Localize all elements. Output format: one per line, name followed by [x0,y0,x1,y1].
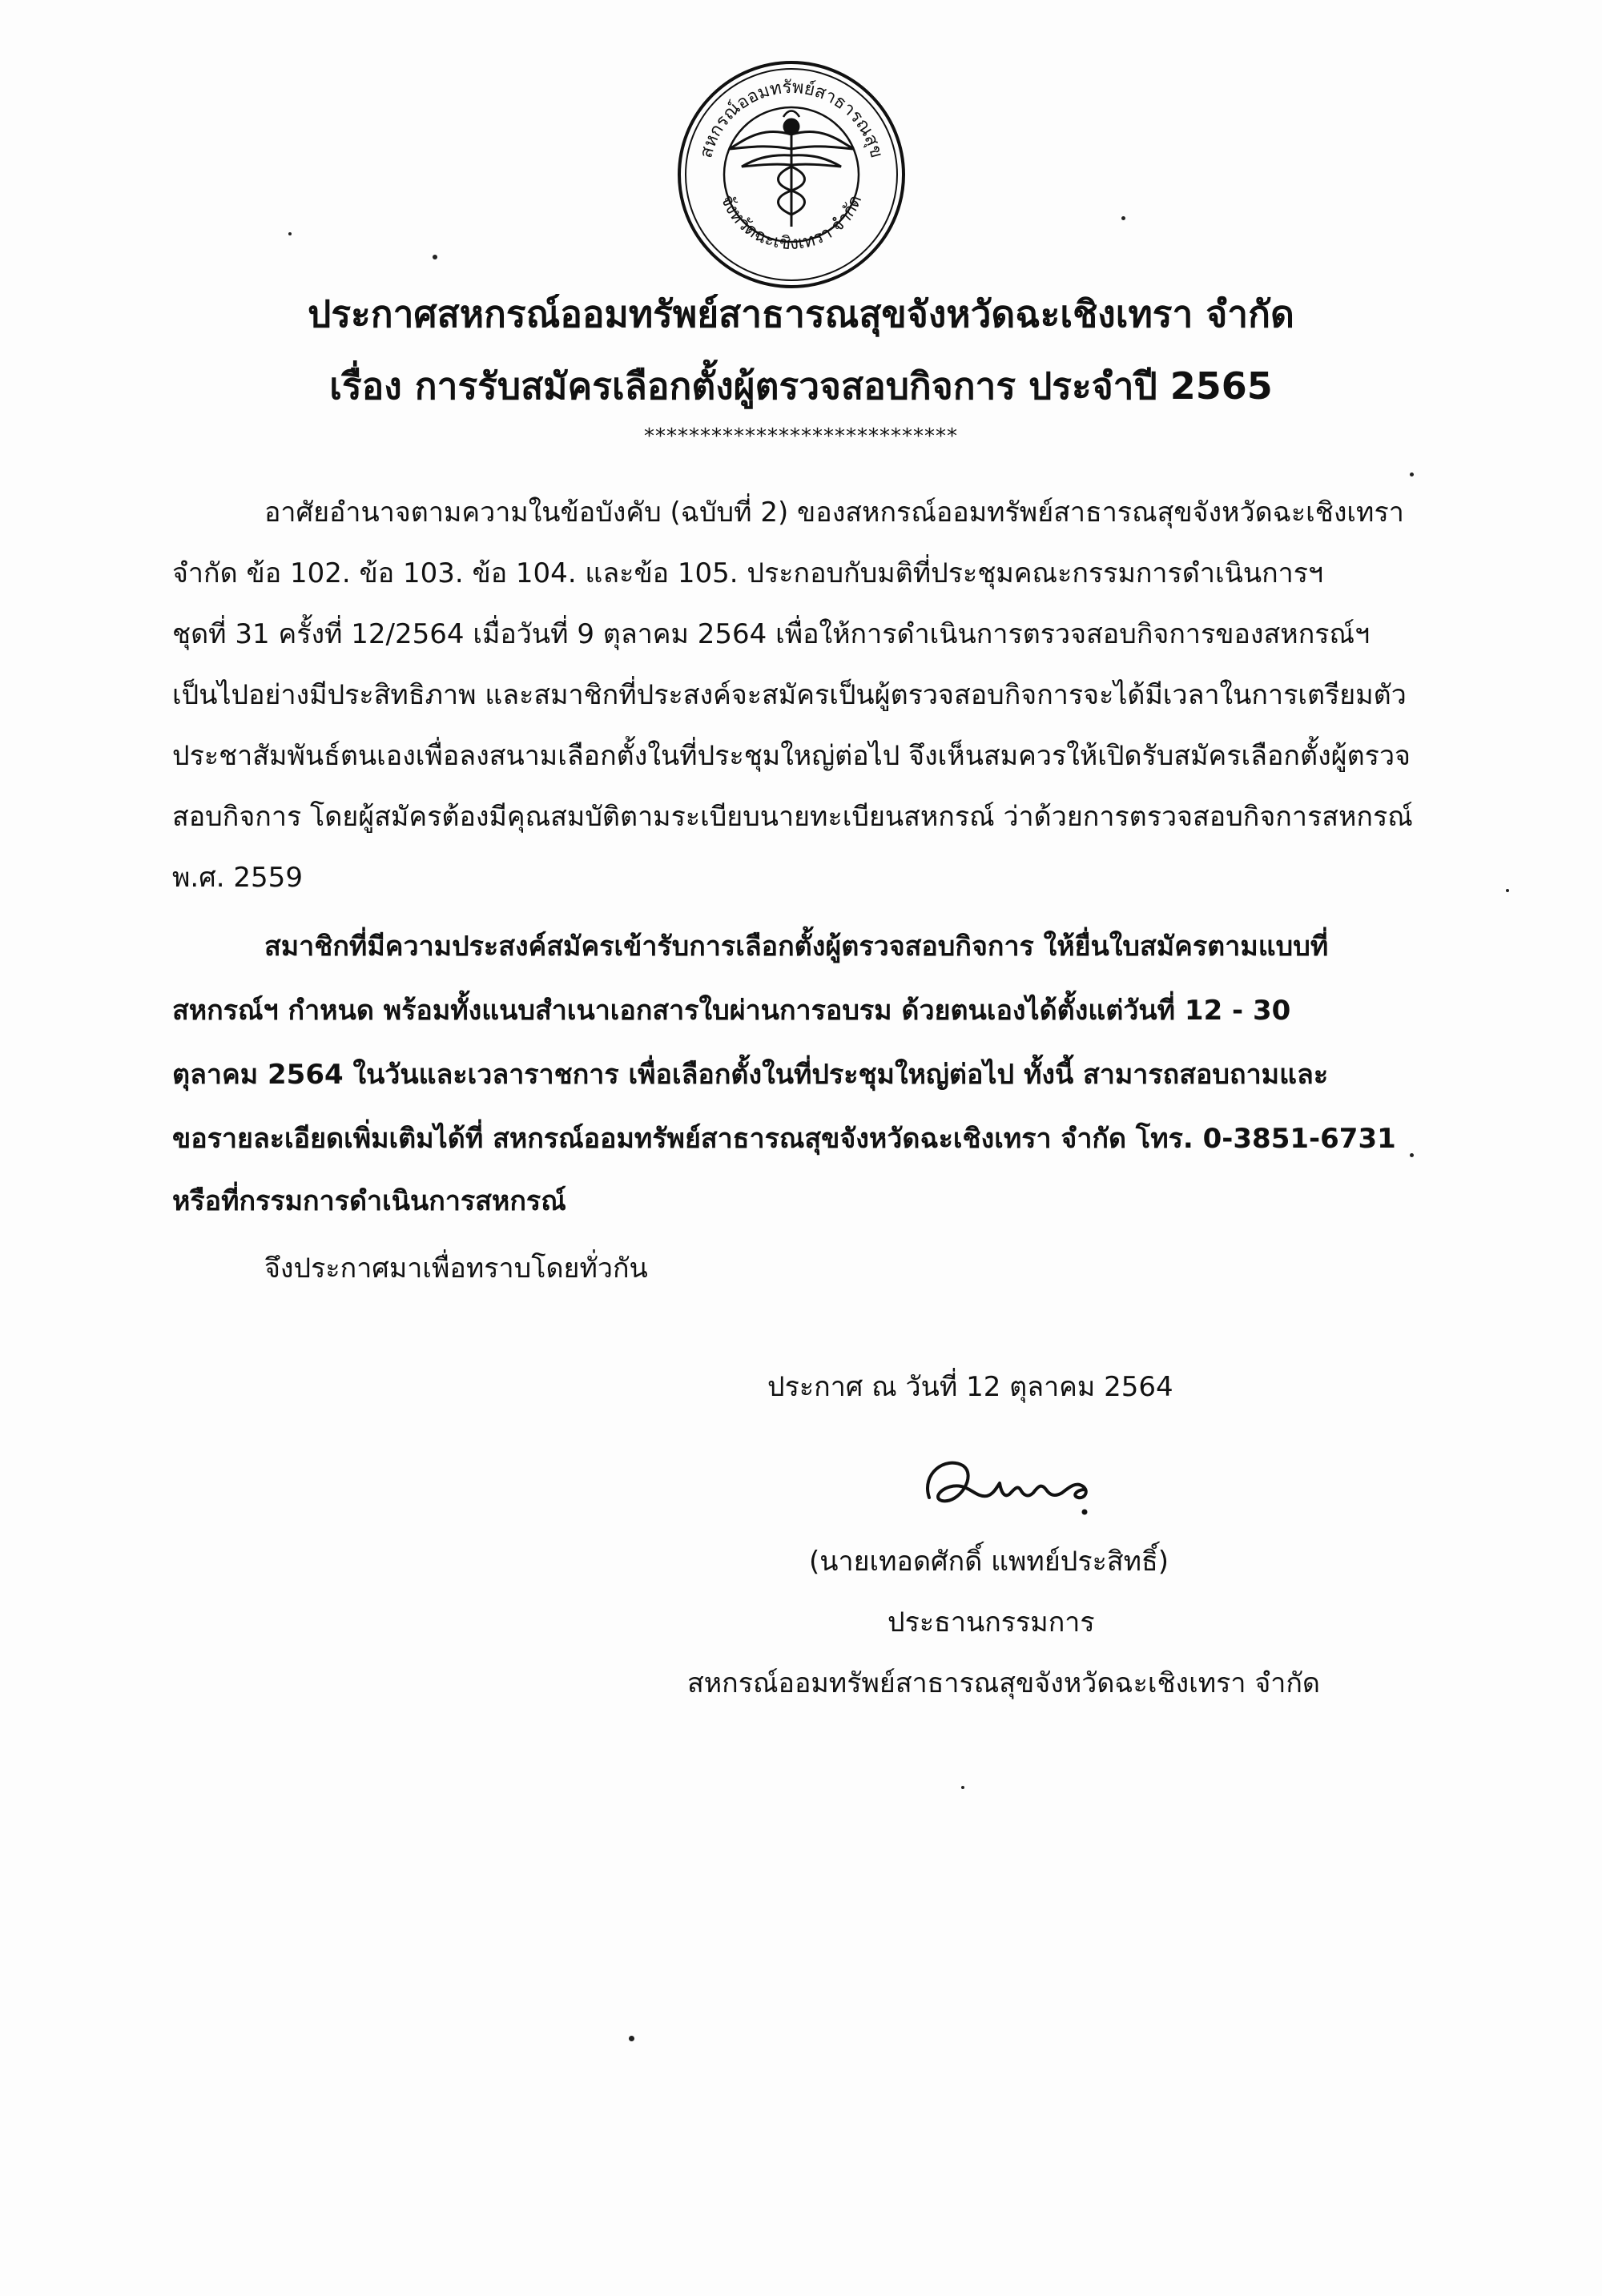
scan-speck [629,2036,634,2041]
scan-speck [1506,889,1509,892]
seal-bottom-text: จังหวัดฉะเชิงเทรา จำกัด [716,192,867,255]
scan-speck [1410,1153,1414,1157]
paragraph-line: ตุลาคม 2564 ในวันและเวลาราชการ เพื่อเลือกตั้งในที่ประชุมใหญ่ต่อไป ทั้งนี้ สามารถสอบถามและ [172,1059,1329,1091]
scan-speck [1121,216,1125,220]
separator-line: **************************** [644,424,958,448]
paragraph-line: อาศัยอำนาจตามความในข้อบังคับ (ฉบับที่ 2) ของสหกรณ์ออมทรัพย์สาธารณสุขจังหวัดฉะเชิงเทรา [264,497,1404,529]
seal-top-text: สหกรณ์ออมทรัพย์สาธารณสุข [696,77,887,161]
paragraph-line: สมาชิกที่มีความประสงค์สมัครเข้ารับการเลือกตั้งผู้ตรวจสอบกิจการ ให้ยื่นใบสมัครตามแบบที่ [264,931,1329,963]
paragraph-line: พ.ศ. 2559 [172,862,303,894]
paragraph-line: ชุดที่ 31 ครั้งที่ 12/2564 เมื่อวันที่ 9 ตุลาคม 2564 เพื่อให้การดำเนินการตรวจสอบกิจการของสหกรณ์ฯ [172,618,1371,650]
announcement-title: ประกาศสหกรณ์ออมทรัพย์สาธารณสุขจังหวัดฉะเชิงเทรา จำกัด [308,292,1294,336]
scan-speck [288,232,292,235]
paragraph-line: หรือที่กรรมการดำเนินการสหกรณ์ [172,1185,566,1217]
cooperative-seal-logo [671,54,912,295]
signatory-name: (นายเทอดศักดิ์ แพทย์ประสิทธิ์) [809,1546,1169,1578]
paragraph-line: ขอรายละเอียดเพิ่มเติมได้ที่ สหกรณ์ออมทรัพย์สาธารณสุขจังหวัดฉะเชิงเทรา จำกัด โทร. 0-3851-6731 [172,1123,1396,1155]
paragraph-line: เป็นไปอย่างมีประสิทธิภาพ และสมาชิกที่ประสงค์จะสมัครเป็นผู้ตรวจสอบกิจการจะได้มีเวลาในการเตรียมตัว [172,679,1407,711]
handwritten-signature [913,1442,1105,1530]
announcement-subject: เรื่อง การรับสมัครเลือกตั้งผู้ตรวจสอบกิจการ ประจำปี 2565 [329,364,1273,408]
scan-speck [1410,472,1414,476]
paragraph-line: ประชาสัมพันธ์ตนเองเพื่อลงสนามเลือกตั้งในที่ประชุมใหญ่ต่อไป จึงเห็นสมควรให้เปิดรับสมัครเลือกตั้งผู้ตรวจ [172,740,1411,772]
signatory-position: ประธานกรรมการ [888,1606,1095,1639]
signatory-organization: สหกรณ์ออมทรัพย์สาธารณสุขจังหวัดฉะเชิงเทรา จำกัด [687,1667,1321,1699]
scan-speck [433,255,437,259]
paragraph-line: สอบกิจการ โดยผู้สมัครต้องมีคุณสมบัติตามระเบียบนายทะเบียนสหกรณ์ ว่าด้วยการตรวจสอบกิจการสหกรณ์ [172,801,1413,833]
caduceus-icon [729,111,854,227]
closing-statement: จึงประกาศมาเพื่อทราบโดยทั่วกัน [264,1253,648,1285]
paragraph-line: สหกรณ์ฯ กำหนด พร้อมทั้งแนบสำเนาเอกสารใบผ่านการอบรม ด้วยตนเองได้ตั้งแต่วันที่ 12 - 30 [172,995,1291,1027]
paragraph-line: จำกัด ข้อ 102. ข้อ 103. ข้อ 104. และข้อ 105. ประกอบกับมติที่ประชุมคณะกรรมการดำเนินการฯ [172,557,1324,589]
scan-speck [961,1786,964,1789]
announcement-date: ประกาศ ณ วันที่ 12 ตุลาคม 2564 [767,1371,1173,1403]
